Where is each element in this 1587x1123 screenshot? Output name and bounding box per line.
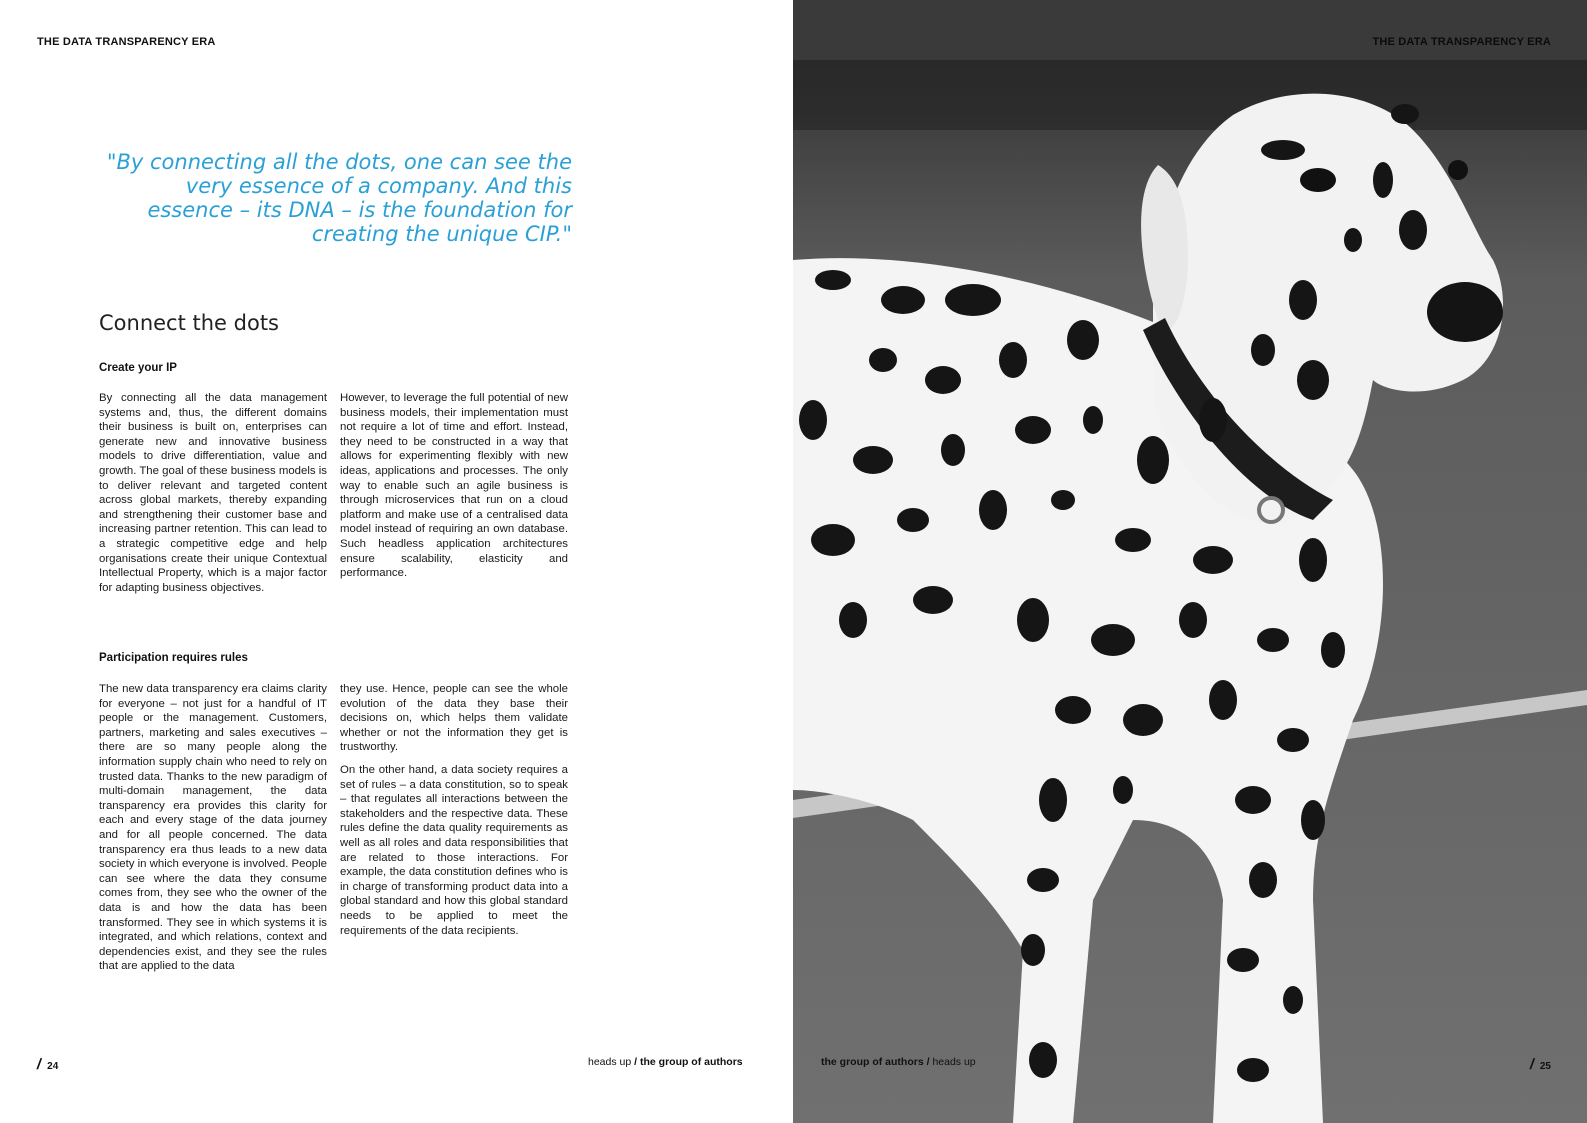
- body-column: [99, 391, 327, 595]
- paragraph: The new data transparency era claims clarity for everyone – not just for a handful of IT people or the management. Customers, partners, marketing and sales executives – there are so many people along the information supply chain who need to rely on trusted data. Thanks to the new paradigm of multi-domain management, the data transparency era provides this clarity for each and every stage of the data journey and for all people concerned. The data transparency era thus leads to a new data society in which everyone is involved. People can see where the data they consume comes from, they see who the owner of the data is and how the data has been transformed. They see in which systems it is integrated, and which relations, context and dependencies exist, and they see the rules that are applied to the data: [99, 683, 327, 973]
- publication-name: heads up: [588, 1056, 632, 1068]
- logo-slash-icon: /: [35, 1056, 43, 1073]
- right-page: [793, 0, 1587, 1123]
- subsection-heading: Participation requires rules: [99, 652, 248, 664]
- paragraph: On the other hand, a data society requires a set of rules – a data constitution, so to speak – that regulates all interactions between the stakeholders and the respective data. These rules define the data quality requirements as well as all roles and data responsibilities that are related to those interactions. For example, the data constitution defines who is in charge of transforming product data into a global standard and how this global standard needs to be applied to meet the requirements of the data recipients.: [340, 763, 568, 937]
- footer-credit: [588, 1056, 743, 1068]
- page-number-text: 25: [1539, 1061, 1551, 1072]
- page-number-text: 24: [47, 1061, 59, 1072]
- section-title: Connect the dots: [99, 311, 279, 335]
- footer-separator: /: [923, 1056, 933, 1068]
- paragraph: By connecting all the data management systems and, thus, the different domains their business is built on, enterprises can generate new and innovative business models to drive differentiation, value and growth. The goal of these business models is to deliver relevant and targeted content across global markets, thereby expanding and strengthening their customer base and increasing partner retention. This can lead to a strategic competitive edge and help organisations create their unique Contextual Intellectual Property, which is a major factor for adapting business objectives.: [99, 392, 327, 594]
- pull-quote: "By connecting all the dots, one can see the very essence of a company. And this essence – its DNA – is the foundation for creating the unique CIP.": [106, 150, 572, 246]
- authors-name: the group of authors: [821, 1056, 924, 1068]
- body-column: [340, 391, 568, 581]
- footer-credit: [821, 1056, 976, 1068]
- running-head: THE DATA TRANSPARENCY ERA: [1372, 36, 1551, 48]
- logo-slash-icon: /: [1528, 1056, 1536, 1073]
- page-number: [37, 1056, 58, 1073]
- paragraph: However, to leverage the full potential of new business models, their implementation must not require a lot of time and effort. Instead, they need to be constructed in a way that allows for experimenting flexibly with new ideas, applications and processes. The only way to enable such an agile business is through microservices that run on a cloud platform and make use of a centralised data model instead of requiring an own database. Such headless application architectures ensure scalability, elasticity and performance.: [340, 392, 568, 580]
- authors-name: the group of authors: [639, 1056, 743, 1068]
- page-number: [1530, 1056, 1551, 1073]
- publication-name: heads up: [932, 1056, 976, 1068]
- body-column: [340, 682, 568, 938]
- body-column: [99, 682, 327, 974]
- subsection-heading: Create your IP: [99, 362, 177, 374]
- running-head: THE DATA TRANSPARENCY ERA: [37, 36, 216, 48]
- footer-separator: /: [631, 1056, 640, 1068]
- left-page: [0, 0, 793, 1123]
- paragraph: they use. Hence, people can see the whole evolution of the data they base their decisions on, which helps them validate whether or not the information they get is trustworthy.: [340, 683, 568, 754]
- dalmatian-dog-photo: [793, 0, 1587, 1123]
